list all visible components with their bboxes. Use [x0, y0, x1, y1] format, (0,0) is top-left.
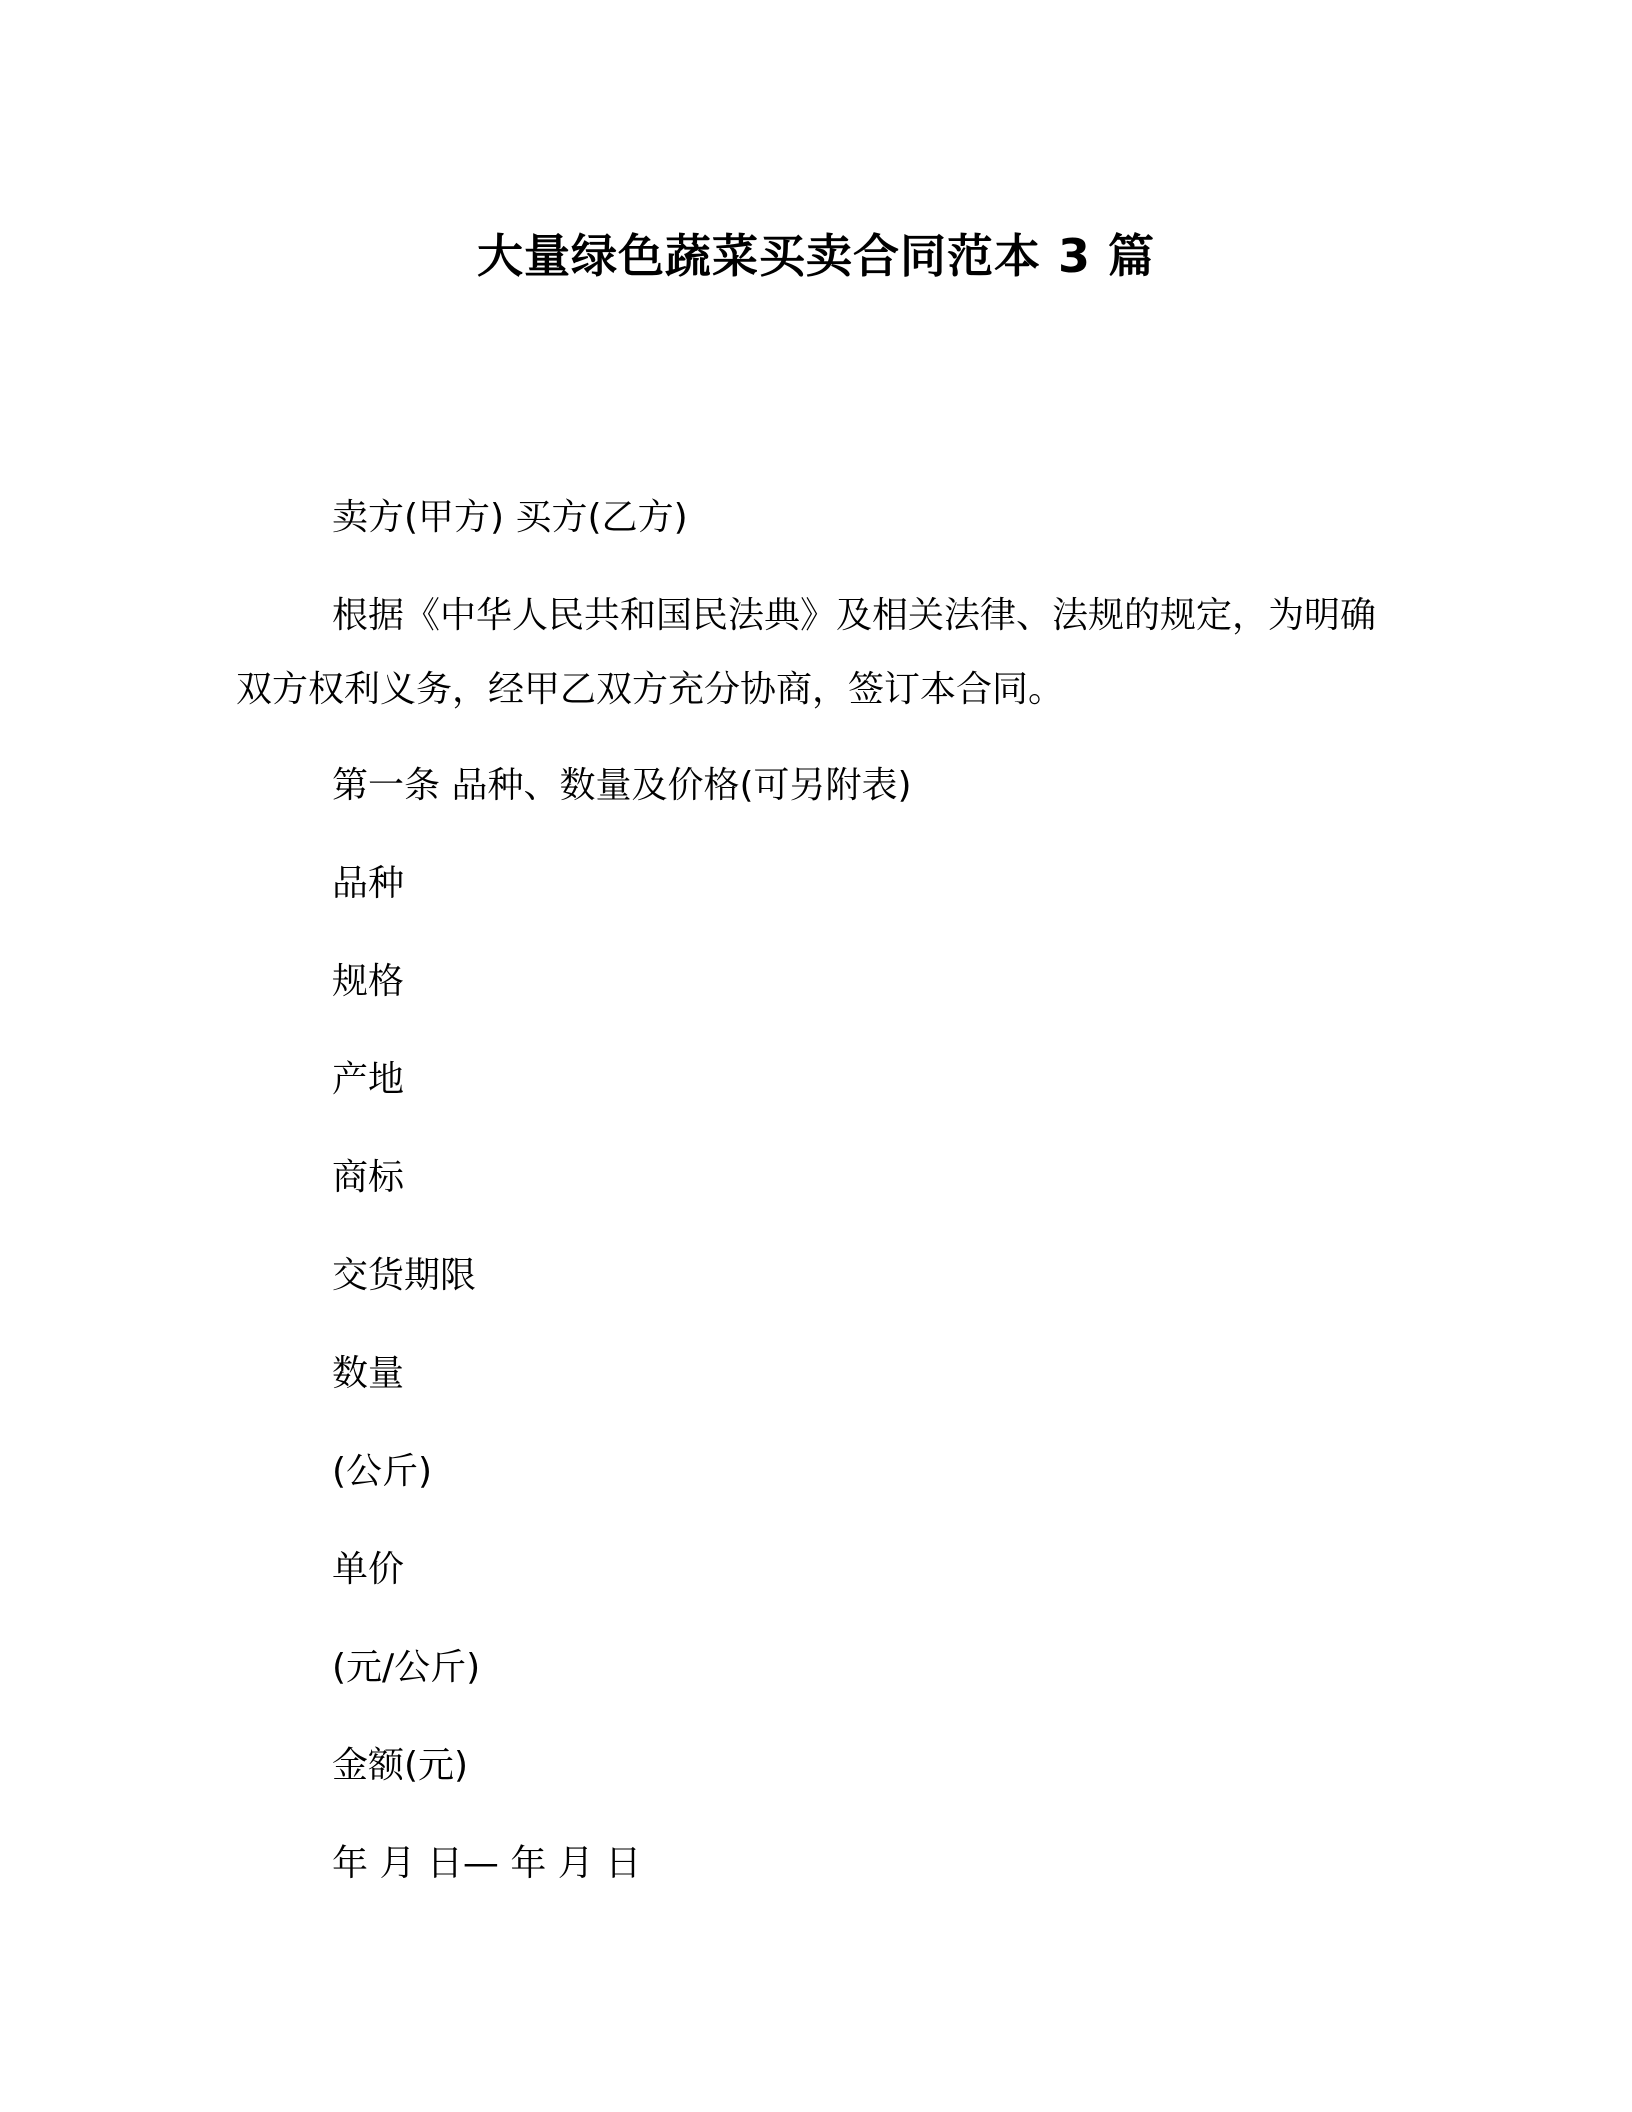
parties-line: 卖方(甲方) 买方(乙方) — [332, 497, 688, 538]
field-quantity-unit: (公斤) — [332, 1451, 433, 1492]
article-one-heading: 第一条 品种、数量及价格(可另附表) — [332, 765, 912, 806]
field-specification: 规格 — [332, 961, 405, 1002]
field-unit-price-unit: (元/公斤) — [332, 1647, 481, 1688]
preamble-paragraph: 根据《中华人民共和国民法典》及相关法律、法规的规定，为明确双方权利义务，经甲乙双方充分协商，签订本合同。 — [236, 595, 1377, 710]
document-title: 大量绿色蔬菜买卖合同范本 3 篇 — [476, 229, 1156, 283]
field-origin: 产地 — [332, 1059, 405, 1100]
field-trademark: 商标 — [332, 1157, 405, 1198]
field-date-range: 年 月 日— 年 月 日 — [332, 1843, 642, 1884]
field-delivery-period: 交货期限 — [332, 1255, 477, 1296]
field-amount: 金额(元) — [332, 1745, 469, 1786]
field-quantity: 数量 — [332, 1353, 405, 1394]
field-unit-price: 单价 — [332, 1549, 405, 1590]
field-variety: 品种 — [332, 863, 405, 904]
